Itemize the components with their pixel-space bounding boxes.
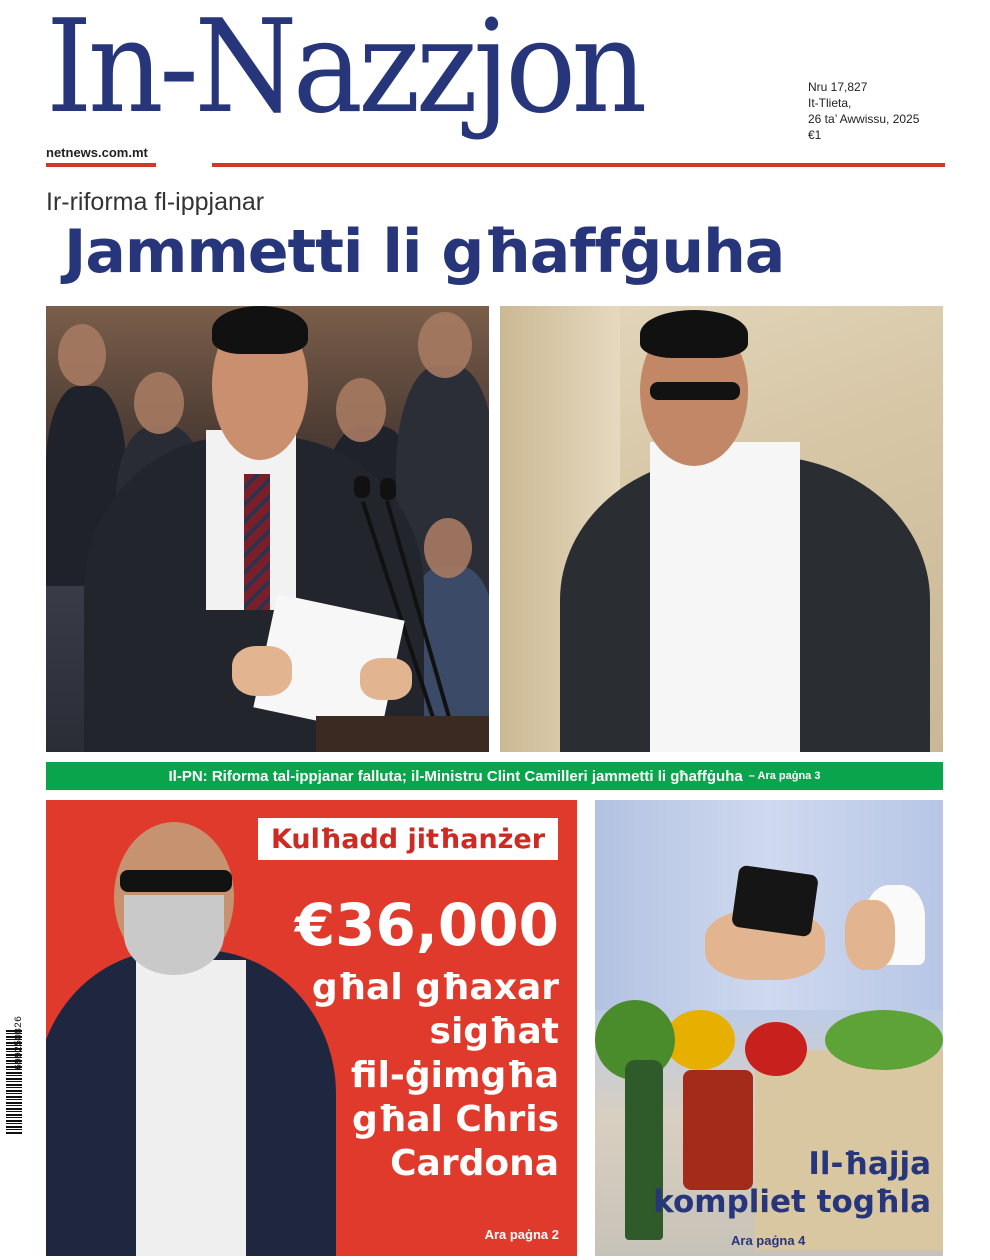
grocery-title: [595, 1145, 931, 1221]
red-story-line: Cardona: [390, 1143, 559, 1184]
red-story-line: għal Chris: [352, 1099, 559, 1140]
red-story-ref[interactable]: Ara paġna 2: [484, 1227, 559, 1242]
masthead-rule-left: [46, 163, 156, 167]
grocery-ref[interactable]: Ara paġna 4: [731, 1233, 806, 1248]
issue-date: 26 ta’ Awwissu, 2025: [808, 112, 920, 126]
sunglasses: [120, 870, 232, 892]
strapline-text: Il-PN: Riforma tal-ippjanar falluta; il-Ministru Clint Camilleri jammetti li għaffġuha: [168, 767, 743, 785]
vegetable-pepper: [745, 1022, 807, 1076]
crowd-person-head: [418, 312, 472, 378]
red-story-text: [259, 966, 559, 1186]
vegetable-lettuce: [825, 1010, 943, 1070]
crowd-person-head: [336, 378, 386, 442]
lectern: [316, 716, 489, 752]
crowd-person-head: [424, 518, 472, 578]
grocery-title-line: Il-ħajja: [808, 1146, 931, 1182]
mic-head: [380, 478, 396, 500]
red-story-line: fil-ġimgħa: [350, 1055, 559, 1096]
mic-head: [354, 476, 370, 498]
red-story-line: għal għaxar: [311, 967, 559, 1008]
shopper-hand: [845, 900, 895, 970]
speaker-hair: [212, 306, 308, 354]
red-story-panel[interactable]: [46, 800, 577, 1256]
red-story-line: sigħat: [429, 1011, 559, 1052]
phone-icon: [731, 865, 819, 938]
speaker-hand: [232, 646, 292, 696]
cardona-beard: [124, 895, 224, 975]
crowd-person-head: [134, 372, 184, 434]
issue-number: Nru 17,827: [808, 80, 868, 94]
issue-day: It-Tlieta,: [808, 96, 852, 110]
issue-price: €1: [808, 128, 822, 142]
red-story-label: Kulħadd jitħanżer: [258, 818, 558, 860]
grocery-story-panel[interactable]: [595, 800, 943, 1256]
strapline-bar[interactable]: [46, 762, 943, 790]
lead-photo-right[interactable]: [500, 306, 943, 752]
speaker-hand: [360, 658, 412, 700]
masthead-title: In-Nazzjon: [46, 0, 643, 142]
lead-photo-left[interactable]: [46, 306, 489, 752]
issue-info: [808, 79, 919, 143]
barcode-number: 699250826: [14, 1015, 25, 1070]
grocery-title-line: kompliet togħla: [653, 1184, 931, 1220]
strapline-ref[interactable]: – Ara paġna 3: [748, 770, 821, 782]
masthead-rule: [212, 163, 945, 167]
lead-headline[interactable]: Jammetti li għaffġuha: [64, 217, 785, 287]
minister-hair: [640, 310, 748, 358]
red-story-amount: €36,000: [294, 891, 559, 959]
sunglasses: [650, 382, 740, 400]
lead-kicker: Ir-riforma fl-ippjanar: [46, 188, 265, 216]
website-url[interactable]: netnews.com.mt: [46, 145, 148, 160]
speaker-tie: [244, 474, 270, 610]
crowd-person-head: [58, 324, 106, 386]
minister-shirt: [650, 442, 800, 752]
cardona-shirt: [136, 960, 246, 1256]
vegetable-pepper: [665, 1010, 735, 1070]
